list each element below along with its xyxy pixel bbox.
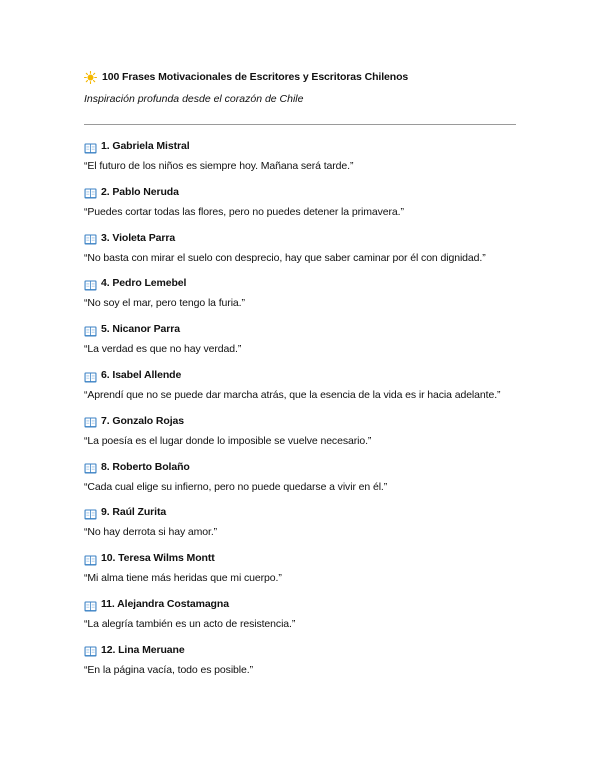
section-divider bbox=[84, 124, 516, 125]
author-name: 7. Gonzalo Rojas bbox=[101, 414, 184, 427]
quote-entry bbox=[84, 504, 516, 538]
open-book-icon bbox=[84, 644, 97, 655]
quote-entry bbox=[84, 184, 516, 218]
quote-text: “En la página vacía, todo es posible.” bbox=[84, 663, 253, 676]
sun-icon bbox=[84, 71, 97, 84]
open-book-icon bbox=[84, 370, 97, 381]
document-subtitle: Inspiración profunda desde el corazón de Chile bbox=[84, 93, 304, 105]
author-heading-row bbox=[84, 138, 516, 154]
quote-entry bbox=[84, 275, 516, 309]
author-heading-row bbox=[84, 321, 516, 337]
quote-text: “Puedes cortar todas las flores, pero no puedes detener la primavera.” bbox=[84, 205, 404, 218]
open-book-icon bbox=[84, 461, 97, 472]
open-book-icon bbox=[84, 186, 97, 197]
quote-text: “No soy el mar, pero tengo la furia.” bbox=[84, 297, 245, 310]
quote-text: “Cada cual elige su infierno, pero no puede quedarse a vivir en él.” bbox=[84, 480, 388, 493]
quote-text: “La alegría también es un acto de resistencia.” bbox=[84, 618, 296, 630]
document-title-row bbox=[84, 68, 408, 86]
quote-text: “La verdad es que no hay verdad.” bbox=[84, 343, 242, 356]
author-name: 10. Teresa Wilms Montt bbox=[101, 552, 215, 565]
author-name: 4. Pedro Lemebel bbox=[101, 277, 187, 290]
author-heading-row bbox=[84, 275, 516, 291]
quote-entry bbox=[84, 367, 516, 401]
quote-text: “Mi alma tiene más heridas que mi cuerpo.” bbox=[84, 572, 282, 585]
open-book-icon bbox=[84, 232, 97, 243]
author-name: 6. Isabel Allende bbox=[101, 369, 182, 381]
quote-text: “Aprendí que no se puede dar marcha atrás, que la esencia de la vida es ir hacia adelante.” bbox=[84, 389, 501, 401]
open-book-icon bbox=[84, 507, 97, 518]
quote-entry bbox=[84, 642, 516, 676]
open-book-icon bbox=[84, 553, 97, 564]
quote-text: “No basta con mirar el suelo con desprecio, hay que saber caminar por él con dignidad.” bbox=[84, 251, 486, 264]
author-name: 2. Pablo Neruda bbox=[101, 185, 179, 198]
author-name: 1. Gabriela Mistral bbox=[101, 140, 190, 152]
quote-entry bbox=[84, 230, 516, 264]
author-heading-row bbox=[84, 642, 516, 658]
quote-entry bbox=[84, 321, 516, 355]
open-book-icon bbox=[84, 278, 97, 289]
author-heading-row bbox=[84, 504, 516, 520]
document-title: 100 Frases Motivacionales de Escritores y Escritoras Chilenos bbox=[102, 71, 409, 83]
author-heading-row bbox=[84, 413, 516, 429]
open-book-icon bbox=[84, 599, 97, 610]
quote-text: “La poesía es el lugar donde lo imposible se vuelve necesario.” bbox=[84, 434, 372, 447]
quote-entry bbox=[84, 413, 516, 447]
quote-text: “El futuro de los niños es siempre hoy. Mañana será tarde.” bbox=[84, 160, 354, 172]
quote-entry bbox=[84, 550, 516, 584]
author-name: 12. Lina Meruane bbox=[101, 643, 185, 656]
author-heading-row bbox=[84, 230, 516, 246]
open-book-icon bbox=[84, 415, 97, 426]
quote-entry bbox=[84, 596, 516, 630]
author-name: 9. Raúl Zurita bbox=[101, 506, 167, 519]
author-heading-row bbox=[84, 596, 516, 612]
quote-entry bbox=[84, 459, 516, 493]
quote-entry bbox=[84, 138, 516, 172]
open-book-icon bbox=[84, 141, 97, 152]
quote-text: “No hay derrota si hay amor.” bbox=[84, 526, 218, 539]
author-name: 11. Alejandra Costamagna bbox=[101, 598, 229, 610]
author-name: 5. Nicanor Parra bbox=[101, 323, 180, 336]
author-name: 3. Violeta Parra bbox=[101, 231, 176, 244]
author-heading-row bbox=[84, 367, 516, 383]
author-heading-row bbox=[84, 550, 516, 566]
author-heading-row bbox=[84, 459, 516, 475]
author-name: 8. Roberto Bolaño bbox=[101, 460, 190, 473]
author-heading-row bbox=[84, 184, 516, 200]
open-book-icon bbox=[84, 324, 97, 335]
